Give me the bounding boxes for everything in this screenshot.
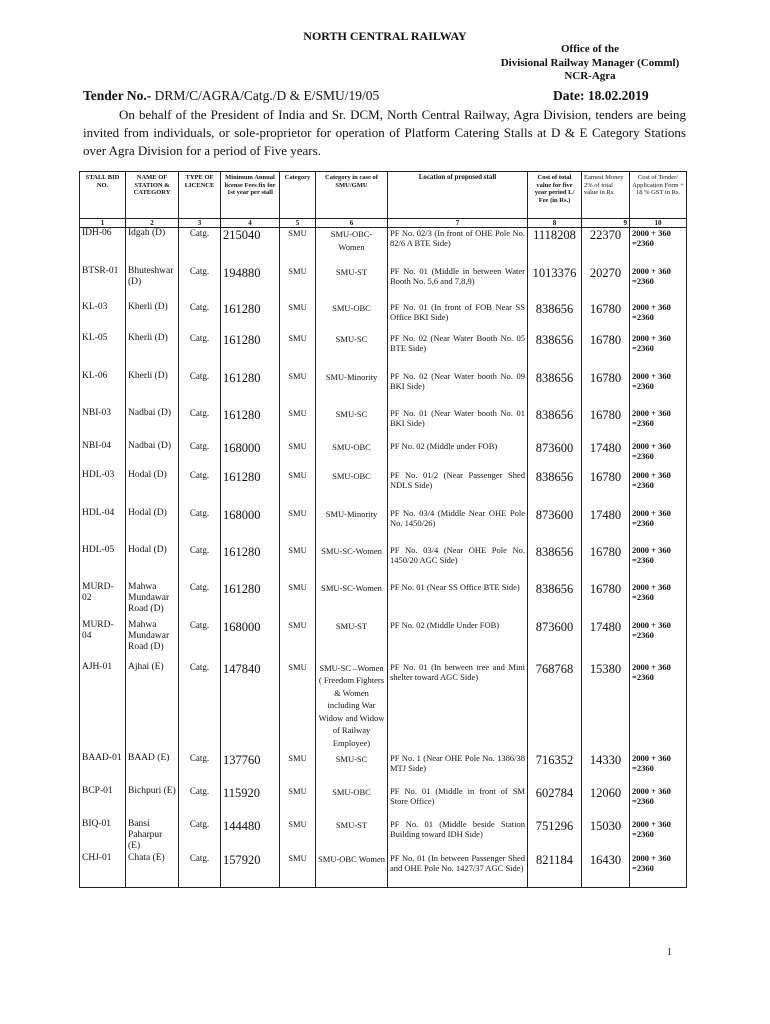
stall-location: PF No. 02/3 (In front of OHE Pole No. 82/6 A BTE Side): [388, 228, 528, 266]
total-cost: 768768: [528, 662, 582, 753]
licence-type: Catg.: [179, 333, 221, 371]
col-number: 10: [630, 219, 687, 228]
stall-bid-no: AJH-01: [80, 662, 126, 753]
stall-bid-no: IDH-06: [80, 228, 126, 266]
license-fee: 215040: [221, 228, 280, 266]
column-number-row: [80, 219, 687, 228]
licence-type: Catg.: [179, 662, 221, 753]
tender-fee-total: =2360: [632, 862, 654, 873]
tender-fee: [630, 853, 687, 888]
table-row: [80, 470, 687, 508]
total-cost: 873600: [528, 620, 582, 662]
tender-fee-line: 2000 + 360: [632, 507, 671, 518]
station-name: Nadbai (D): [126, 441, 179, 470]
tender-date: Date: 18.02.2019: [553, 88, 649, 103]
tender-fee-line: 2000 + 360: [632, 661, 671, 672]
col-number: 4: [221, 219, 280, 228]
category: SMU: [280, 853, 316, 888]
total-cost: 838656: [528, 408, 582, 441]
col-number: 3: [179, 219, 221, 228]
table-row: [80, 302, 687, 333]
earnest-money: 16780: [582, 470, 630, 508]
earnest-money: 14330: [582, 753, 630, 786]
stall-bid-no: NBI-04: [80, 441, 126, 470]
licence-type: Catg.: [179, 786, 221, 819]
tender-fee-total: =2360: [632, 417, 654, 428]
stall-table: [79, 171, 687, 888]
category: SMU: [280, 545, 316, 582]
station-name: Bhuteshwar (D): [126, 266, 179, 302]
license-fee: 144480: [221, 819, 280, 853]
stall-location: PF No. 01 (Middle in between Water Booth No. 5,6 and 7,8,9): [388, 266, 528, 302]
table-row: [80, 266, 687, 302]
category: SMU: [280, 662, 316, 753]
station-name: Chata (E): [126, 853, 179, 888]
total-cost: 751296: [528, 819, 582, 853]
licence-type: Catg.: [179, 620, 221, 662]
earnest-money: 16780: [582, 408, 630, 441]
earnest-money: 17480: [582, 441, 630, 470]
category: SMU: [280, 620, 316, 662]
stall-bid-no: BIQ-01: [80, 819, 126, 853]
earnest-money: 15380: [582, 662, 630, 753]
license-fee: 147840: [221, 662, 280, 753]
license-fee: 194880: [221, 266, 280, 302]
col-header: Minimum Annual license Fees fix for 1st year per stall: [221, 172, 280, 219]
station-name: Mahwa Mundawar Road (D): [126, 582, 179, 620]
tender-fee-total: =2360: [632, 795, 654, 806]
tender-fee-total: =2360: [632, 450, 654, 461]
category-smu: SMU-SC –Women ( Freedom Fighters & Women including War Widow and Widow of Railway Employee): [316, 662, 388, 753]
stall-bid-no: BTSR-01: [80, 266, 126, 302]
col-number: 7: [388, 219, 528, 228]
stall-bid-no: HDL-03: [80, 470, 126, 508]
col-number: 8: [528, 219, 582, 228]
station-name: Kherli (D): [126, 333, 179, 371]
tender-fee: [630, 371, 687, 408]
tender-fee-line: 2000 + 360: [632, 407, 671, 418]
licence-type: Catg.: [179, 266, 221, 302]
category-smu: SMU-SC: [316, 408, 388, 441]
col-header: TYPE OF LICENCE: [179, 172, 221, 219]
license-fee: 115920: [221, 786, 280, 819]
licence-type: Catg.: [179, 853, 221, 888]
earnest-money: 22370: [582, 228, 630, 266]
category: SMU: [280, 333, 316, 371]
licence-type: Catg.: [179, 508, 221, 545]
col-header: NAME OF STATION & CATEGORY: [126, 172, 179, 219]
category: SMU: [280, 819, 316, 853]
tender-fee-line: 2000 + 360: [632, 544, 671, 555]
category-smu: SMU-Minority: [316, 508, 388, 545]
category: SMU: [280, 508, 316, 545]
tender-fee-line: 2000 + 360: [632, 785, 671, 796]
stall-location: PF No. 02 (Middle Under FOB): [388, 620, 528, 662]
category: SMU: [280, 470, 316, 508]
table-row: [80, 662, 687, 753]
total-cost: 1118208: [528, 228, 582, 266]
total-cost: 838656: [528, 470, 582, 508]
category-smu: SMU-SC: [316, 333, 388, 371]
licence-type: Catg.: [179, 819, 221, 853]
tender-fee: [630, 786, 687, 819]
table-row: [80, 333, 687, 371]
col-header: Cost of Tender/ Application Form + 18 % GST in Rs.: [630, 172, 687, 219]
licence-type: Catg.: [179, 545, 221, 582]
total-cost: 838656: [528, 582, 582, 620]
tender-value: DRM/C/AGRA/Catg./D & E/SMU/19/05: [151, 88, 380, 103]
stall-location: PF No. 01 (Middle in front of SM Store Office): [388, 786, 528, 819]
tender-fee: [630, 620, 687, 662]
license-fee: 161280: [221, 408, 280, 441]
col-header: Location of proposed stall: [388, 172, 528, 219]
total-cost: 821184: [528, 853, 582, 888]
table-row: [80, 371, 687, 408]
category: SMU: [280, 302, 316, 333]
total-cost: 873600: [528, 441, 582, 470]
col-number: 1: [80, 219, 126, 228]
tender-fee: [630, 441, 687, 470]
stall-location: PF No. 01 (Near Water booth No. 01 BKI Side): [388, 408, 528, 441]
col-number: 6: [316, 219, 388, 228]
total-cost: 716352: [528, 753, 582, 786]
tender-fee-total: =2360: [632, 380, 654, 391]
station-name: Idgah (D): [126, 228, 179, 266]
tender-fee-line: 2000 + 360: [632, 619, 671, 630]
earnest-money: 20270: [582, 266, 630, 302]
table-row: [80, 786, 687, 819]
total-cost: 602784: [528, 786, 582, 819]
tender-fee-line: 2000 + 360: [632, 228, 671, 238]
category-smu: SMU-SC: [316, 753, 388, 786]
table-row: [80, 582, 687, 620]
intro-paragraph: On behalf of the President of India and Sr. DCM, North Central Railway, Agra Division, tenders are being invited from individuals, or sole-proprietor for operation of Platform Catering Stalls at D & E Category Stations over Agra Division for a period of Five years.: [83, 107, 686, 158]
total-cost: 838656: [528, 371, 582, 408]
tender-fee-total: =2360: [632, 517, 654, 528]
category-smu: SMU-SC-Women: [316, 545, 388, 582]
station-name: Hodal (D): [126, 470, 179, 508]
tender-fee: [630, 753, 687, 786]
tender-fee: [630, 819, 687, 853]
tender-fee-total: =2360: [632, 554, 654, 565]
licence-type: Catg.: [179, 408, 221, 441]
category-smu: SMU-ST: [316, 620, 388, 662]
tender-fee: [630, 508, 687, 545]
license-fee: 161280: [221, 371, 280, 408]
tender-fee: [630, 333, 687, 371]
stall-location: PF No. 01 (Near SS Office BTE Side): [388, 582, 528, 620]
licence-type: Catg.: [179, 753, 221, 786]
station-name: Bansi Paharpur (E): [126, 819, 179, 853]
tender-fee-total: =2360: [632, 238, 654, 248]
tender-label: Tender No.-: [83, 88, 152, 103]
station-name: Kherli (D): [126, 371, 179, 408]
col-number: 5: [280, 219, 316, 228]
tender-fee-total: =2360: [632, 762, 654, 773]
earnest-money: 16780: [582, 371, 630, 408]
table-row: [80, 819, 687, 853]
page-number: 1: [667, 947, 672, 958]
licence-type: Catg.: [179, 228, 221, 266]
station-name: Bichpuri (E): [126, 786, 179, 819]
stall-location: PF No. 01 (In between Passenger Shed and OHE Pole No. 1427/37 AGC Side): [388, 853, 528, 888]
total-cost: 838656: [528, 545, 582, 582]
category-smu: SMU-OBC: [316, 441, 388, 470]
tender-fee: [630, 266, 687, 302]
tender-fee-line: 2000 + 360: [632, 332, 671, 343]
category-smu: SMU-Minority: [316, 371, 388, 408]
stall-location: PF No. 01 (In front of FOB Near SS Office BKI Side): [388, 302, 528, 333]
stall-location: PF No. 01 (In between tree and Mini shelter toward AGC Side): [388, 662, 528, 753]
tender-fee: [630, 302, 687, 333]
stall-bid-no: BCP-01: [80, 786, 126, 819]
table-row: [80, 753, 687, 786]
category-smu: SMU-OBC: [316, 302, 388, 333]
licence-type: Catg.: [179, 441, 221, 470]
station-name: Ajhai (E): [126, 662, 179, 753]
tender-fee-total: =2360: [632, 479, 654, 490]
total-cost: 838656: [528, 333, 582, 371]
station-name: Nadbai (D): [126, 408, 179, 441]
col-number: 2: [126, 219, 179, 228]
col-header: Category: [280, 172, 316, 219]
total-cost: 873600: [528, 508, 582, 545]
col-header: Earnest Money 2% of total value in Rs.: [582, 172, 630, 219]
license-fee: 157920: [221, 853, 280, 888]
stall-bid-no: KL-03: [80, 302, 126, 333]
category: SMU: [280, 582, 316, 620]
licence-type: Catg.: [179, 582, 221, 620]
office-line: Divisional Railway Manager (Comml): [500, 56, 680, 69]
tender-fee-line: 2000 + 360: [632, 440, 671, 451]
station-name: Kherli (D): [126, 302, 179, 333]
stall-location: PF No. 02 (Near Water Booth No. 05 BTE Side): [388, 333, 528, 371]
category: SMU: [280, 371, 316, 408]
earnest-money: 16780: [582, 545, 630, 582]
stall-bid-no: HDL-04: [80, 508, 126, 545]
licence-type: Catg.: [179, 470, 221, 508]
earnest-money: 16780: [582, 582, 630, 620]
table-row: [80, 853, 687, 888]
stall-location: PF No. 1 (Near OHE Pole No. 1386/38 MTJ Side): [388, 753, 528, 786]
license-fee: 161280: [221, 302, 280, 333]
category: SMU: [280, 266, 316, 302]
category: SMU: [280, 753, 316, 786]
railway-title: NORTH CENTRAL RAILWAY: [303, 29, 467, 43]
license-fee: 161280: [221, 333, 280, 371]
license-fee: 161280: [221, 545, 280, 582]
tender-fee: [630, 408, 687, 441]
tender-fee-total: =2360: [632, 311, 654, 322]
stall-bid-no: NBI-03: [80, 408, 126, 441]
earnest-money: 17480: [582, 620, 630, 662]
station-name: Hodal (D): [126, 508, 179, 545]
tender-fee-line: 2000 + 360: [632, 370, 671, 381]
table-row: [80, 408, 687, 441]
category: SMU: [280, 441, 316, 470]
col-header: Cost of total value for five year period L/ Fee (in Rs.): [528, 172, 582, 219]
tender-number: [83, 88, 379, 104]
tender-fee-total: =2360: [632, 275, 654, 286]
licence-type: Catg.: [179, 371, 221, 408]
stall-bid-no: MURD-02: [80, 582, 126, 620]
stall-location: PF No. 01 (Middle beside Station Building toward IDH Side): [388, 819, 528, 853]
tender-fee-total: =2360: [632, 591, 654, 602]
tender-fee-total: =2360: [632, 629, 654, 640]
tender-fee-total: =2360: [632, 671, 654, 682]
tender-fee-line: 2000 + 360: [632, 752, 671, 763]
tender-fee-total: =2360: [632, 342, 654, 353]
tender-fee: [630, 228, 687, 266]
table-row: [80, 620, 687, 662]
license-fee: 168000: [221, 441, 280, 470]
col-header: Category in case of SMU/GMU: [316, 172, 388, 219]
table-row: [80, 508, 687, 545]
license-fee: 168000: [221, 620, 280, 662]
category-smu: SMU-OBC-Women: [316, 228, 388, 266]
table-row: [80, 441, 687, 470]
table-body: [80, 228, 687, 888]
license-fee: 161280: [221, 582, 280, 620]
table-row: [80, 545, 687, 582]
stall-bid-no: KL-05: [80, 333, 126, 371]
tender-fee-line: 2000 + 360: [632, 818, 671, 829]
tender-fee-line: 2000 + 360: [632, 581, 671, 592]
stall-location: PF No. 03/4 (Near OHE Pole No. 1450/20 AGC Side): [388, 545, 528, 582]
stall-bid-no: HDL-05: [80, 545, 126, 582]
tender-fee: [630, 545, 687, 582]
stall-bid-no: MURD-04: [80, 620, 126, 662]
tender-fee: [630, 582, 687, 620]
tender-fee-line: 2000 + 360: [632, 301, 671, 312]
station-name: Hodal (D): [126, 545, 179, 582]
total-cost: 1013376: [528, 266, 582, 302]
office-block: [440, 43, 740, 84]
tender-fee: [630, 662, 687, 753]
earnest-money: 17480: [582, 508, 630, 545]
tender-fee-line: 2000 + 360: [632, 469, 671, 480]
table-row: [80, 228, 687, 266]
header-row: [80, 172, 687, 219]
earnest-money: 16430: [582, 853, 630, 888]
stall-bid-no: KL-06: [80, 371, 126, 408]
earnest-money: 16780: [582, 333, 630, 371]
category-smu: SMU-OBC Women: [316, 853, 388, 888]
category-smu: SMU-OBC: [316, 470, 388, 508]
license-fee: 137760: [221, 753, 280, 786]
licence-type: Catg.: [179, 302, 221, 333]
category: SMU: [280, 228, 316, 266]
license-fee: 161280: [221, 470, 280, 508]
col-number: 9: [582, 219, 630, 228]
station-name: BAAD (E): [126, 753, 179, 786]
earnest-money: 12060: [582, 786, 630, 819]
total-cost: 838656: [528, 302, 582, 333]
category: SMU: [280, 786, 316, 819]
earnest-money: 16780: [582, 302, 630, 333]
stall-bid-no: BAAD-01: [80, 753, 126, 786]
earnest-money: 15030: [582, 819, 630, 853]
stall-bid-no: CHJ-01: [80, 853, 126, 888]
category-smu: SMU-SC-Women: [316, 582, 388, 620]
stall-location: PF No. 02 (Near Water booth No. 09 BKI Side): [388, 371, 528, 408]
category-smu: SMU-OBC: [316, 786, 388, 819]
station-name: Mahwa Mundawar Road (D): [126, 620, 179, 662]
tender-fee: [630, 470, 687, 508]
stall-location: PF No. 02 (Middle under FOB): [388, 441, 528, 470]
col-header: STALL BID NO.: [80, 172, 126, 219]
stall-location: PF No. 03/4 (Middle Near OHE Pole No. 1450/26): [388, 508, 528, 545]
tender-fee-line: 2000 + 360: [632, 265, 671, 276]
category: SMU: [280, 408, 316, 441]
category-smu: SMU-ST: [316, 819, 388, 853]
office-line: NCR-Agra: [564, 70, 616, 82]
tender-fee-total: =2360: [632, 828, 654, 839]
tender-fee-line: 2000 + 360: [632, 852, 671, 863]
stall-location: PF No. 01/2 (Near Passenger Shed NDLS Side): [388, 470, 528, 508]
office-line: Office of the: [560, 43, 620, 55]
category-smu: SMU-ST: [316, 266, 388, 302]
license-fee: 168000: [221, 508, 280, 545]
